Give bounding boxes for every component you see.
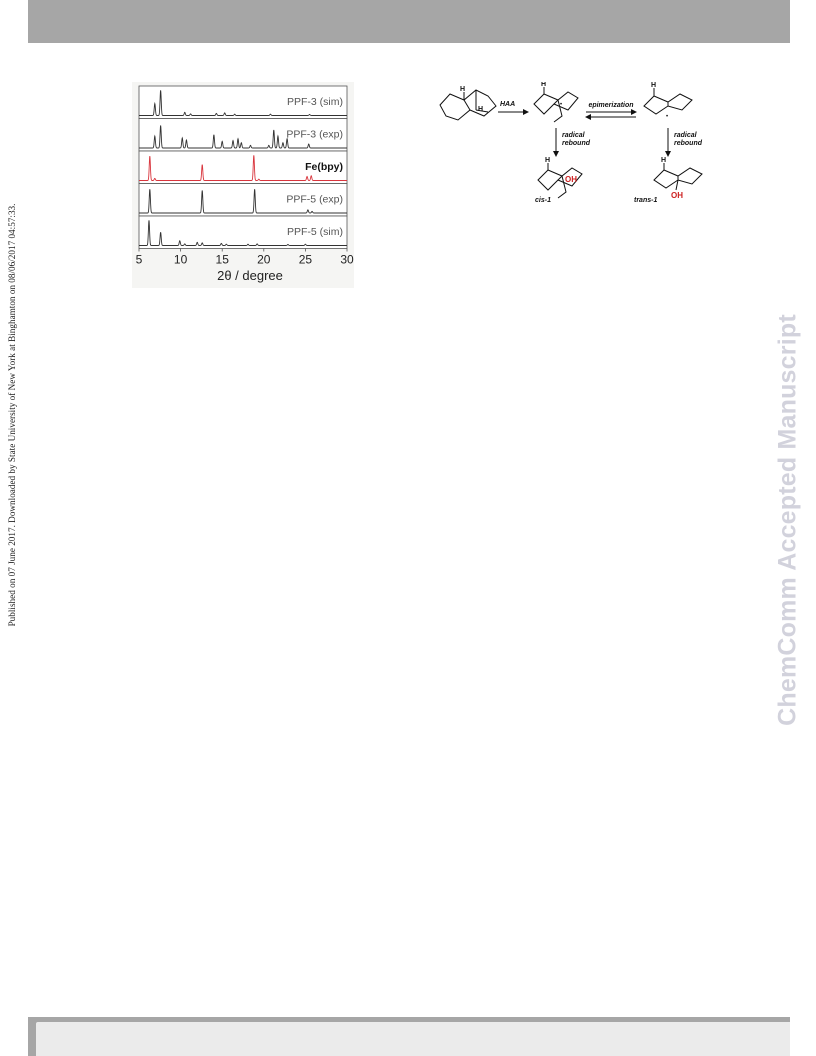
- trans-radical-structure: [644, 82, 692, 120]
- watermark-text: ChemComm Accepted Manuscript: [773, 314, 802, 726]
- publication-side-note: [2, 170, 22, 660]
- product-trans-prefix: trans: [634, 197, 652, 204]
- x-tick-label: 15: [215, 252, 229, 267]
- footer-inner-panel: [36, 1022, 790, 1056]
- epimerization-label: epimerization: [588, 102, 634, 109]
- atom-h-3: H: [541, 82, 547, 88]
- x-tick-label: 5: [135, 252, 143, 267]
- series-label: PPF-3 (exp): [286, 128, 343, 141]
- atom-h-6: H: [661, 157, 667, 164]
- x-axis-label: 2θ / degree: [217, 268, 283, 283]
- page-footer-bar: [28, 1017, 790, 1056]
- reaction-scheme: [436, 82, 726, 222]
- cis-radical-structure: [534, 82, 578, 122]
- series-label: PPF-3 (sim): [287, 96, 343, 108]
- series-label: PPF-5 (sim): [287, 226, 343, 238]
- rebound-label-cis-rebound: rebound: [562, 140, 590, 147]
- chart-panels: [139, 86, 347, 249]
- x-tick-label: 30: [340, 252, 354, 267]
- svg-text:cis-1: [535, 197, 551, 204]
- page-header-bar: [28, 0, 790, 43]
- x-tick-label: 10: [173, 252, 188, 267]
- radical-dot-2: •: [666, 114, 669, 120]
- series-label: Fe(bpy): [305, 161, 343, 173]
- atom-h-1: H: [460, 86, 466, 93]
- product-trans-suffix: -1: [651, 197, 658, 204]
- haa-label: HAA: [500, 101, 516, 108]
- svg-text:trans-1: [634, 197, 657, 204]
- x-tick-label: 25: [298, 252, 313, 267]
- side-note-text: Published on 07 June 2017. Downloaded by State University of New York at Binghamton on 08/06/2017 04:57:33.: [7, 203, 17, 627]
- rebound-label-cis-radical: radical: [562, 132, 585, 139]
- x-tick-label: 20: [257, 252, 271, 267]
- product-cis-suffix: -1: [544, 197, 551, 204]
- trans-1-product-structure: [634, 157, 702, 204]
- atom-h-2: H: [478, 106, 484, 113]
- rebound-label-trans-radical: radical: [674, 132, 697, 139]
- product-cis-prefix: cis: [535, 197, 545, 204]
- decalin-structure: [440, 86, 496, 120]
- oh-group-cis: OH: [565, 175, 577, 184]
- atom-h-4: H: [651, 82, 657, 89]
- atom-h-5: H: [545, 157, 551, 164]
- oh-group-trans: OH: [671, 191, 683, 200]
- rebound-label-trans-rebound: rebound: [674, 140, 702, 147]
- cis-1-product-structure: [535, 157, 582, 204]
- series-label: PPF-5 (exp): [286, 193, 343, 206]
- radical-dot-1: •: [560, 102, 563, 108]
- watermark: [766, 260, 810, 780]
- xrd-pattern-chart: [132, 82, 354, 288]
